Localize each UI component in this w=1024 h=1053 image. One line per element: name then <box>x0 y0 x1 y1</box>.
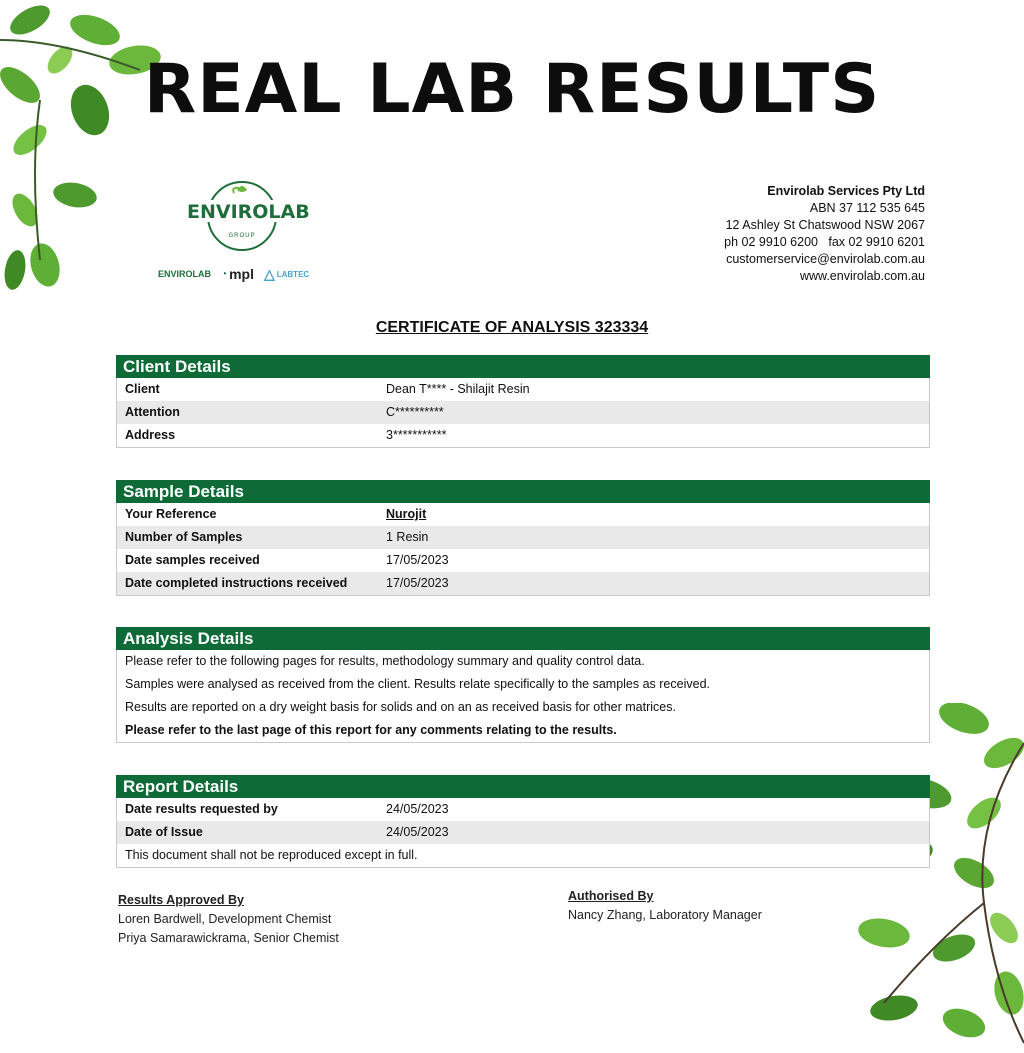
envirolab-main-logo <box>187 178 310 254</box>
client-details-section <box>116 355 930 448</box>
company-website[interactable]: www.envirolab.com.au <box>799 269 925 283</box>
list-item <box>117 719 929 742</box>
company-abn: ABN 37 112 535 645 <box>809 201 925 215</box>
table-row <box>117 424 929 447</box>
row-value: 17/05/2023 <box>386 553 449 567</box>
analysis-line: Please refer to the last page of this report for any comments relating to the results. <box>125 723 617 737</box>
report-note: This document shall not be reproduced except in full. <box>125 848 418 862</box>
logo-group-text: GROUP <box>228 233 256 239</box>
mpl-icon: ◔ <box>221 268 228 280</box>
table-row <box>117 503 929 526</box>
row-label: Address <box>125 428 176 442</box>
certificate-title: CERTIFICATE OF ANALYSIS 323334 <box>375 319 649 336</box>
sub-logo-labtec: △ LABTEC <box>263 265 310 282</box>
sub-logo-mpl: ◔ mpl <box>221 266 254 282</box>
company-email[interactable]: customerservice@envirolab.com.au <box>726 252 925 266</box>
analysis-line: Please refer to the following pages for results, methodology summary and quality control data. <box>125 654 645 668</box>
analysis-line: Results are reported on a dry weight basis for solids and on an as received basis for other matrices. <box>125 700 676 714</box>
row-value: 1 Resin <box>386 530 429 544</box>
approved-heading: Results Approved By <box>118 893 244 907</box>
table-row <box>117 798 929 821</box>
section-header: Analysis Details <box>116 627 930 650</box>
row-label: Attention <box>125 405 180 419</box>
row-value: 17/05/2023 <box>386 576 449 590</box>
approver-name: Loren Bardwell, Development Chemist <box>118 912 332 926</box>
row-value: C********** <box>386 405 444 419</box>
authoriser-name: Nancy Zhang, Laboratory Manager <box>568 908 762 922</box>
row-label: Date results requested by <box>125 802 278 816</box>
sub-brand-logos <box>158 264 328 284</box>
section-header: Client Details <box>116 355 930 378</box>
list-item <box>117 673 929 696</box>
row-label: Number of Samples <box>125 530 243 544</box>
logo-wordmark: ENVIROLAB <box>187 201 310 223</box>
analysis-details-section <box>116 627 930 743</box>
table-row <box>117 549 929 572</box>
company-info <box>724 183 925 285</box>
row-value: 24/05/2023 <box>386 825 449 839</box>
flask-icon: △ <box>263 265 275 282</box>
table-row <box>117 401 929 424</box>
company-address: 12 Ashley St Chatswood NSW 2067 <box>725 218 925 232</box>
list-item <box>117 696 929 719</box>
row-label: Client <box>125 382 160 396</box>
row-value: Dean T**** - Shilajit Resin <box>386 382 530 396</box>
row-label: Date samples received <box>125 553 260 567</box>
results-approved-block <box>118 891 339 948</box>
page-headline: REAL LAB RESULTS <box>143 50 881 129</box>
table-row <box>117 526 929 549</box>
table-row <box>117 844 929 867</box>
approver-name: Priya Samarawickrama, Senior Chemist <box>118 931 339 945</box>
leaves-decoration-bottom-right <box>824 703 1024 1053</box>
row-label: Date completed instructions received <box>125 576 348 590</box>
row-label: Your Reference <box>125 507 217 521</box>
company-name: Envirolab Services Pty Ltd <box>767 184 925 198</box>
envirolab-logo <box>150 178 330 288</box>
analysis-line: Samples were analysed as received from the client. Results relate specifically to the samples as received. <box>125 677 710 691</box>
list-item <box>117 650 929 673</box>
section-header: Report Details <box>116 775 930 798</box>
sample-details-section <box>116 480 930 596</box>
company-phone: ph 02 9910 6200 fax 02 9910 6201 <box>724 235 925 249</box>
row-label: Date of Issue <box>125 825 203 839</box>
table-row <box>117 378 929 401</box>
row-value: 3*********** <box>386 428 447 442</box>
row-value: 24/05/2023 <box>386 802 449 816</box>
authorised-block <box>568 887 762 925</box>
table-row <box>117 572 929 595</box>
sub-logo-envirolab: ENVIROLAB <box>158 269 212 279</box>
section-header: Sample Details <box>116 480 930 503</box>
report-details-section <box>116 775 930 868</box>
row-value: Nurojit <box>386 507 427 521</box>
table-row <box>117 821 929 844</box>
authorised-heading: Authorised By <box>568 889 654 903</box>
